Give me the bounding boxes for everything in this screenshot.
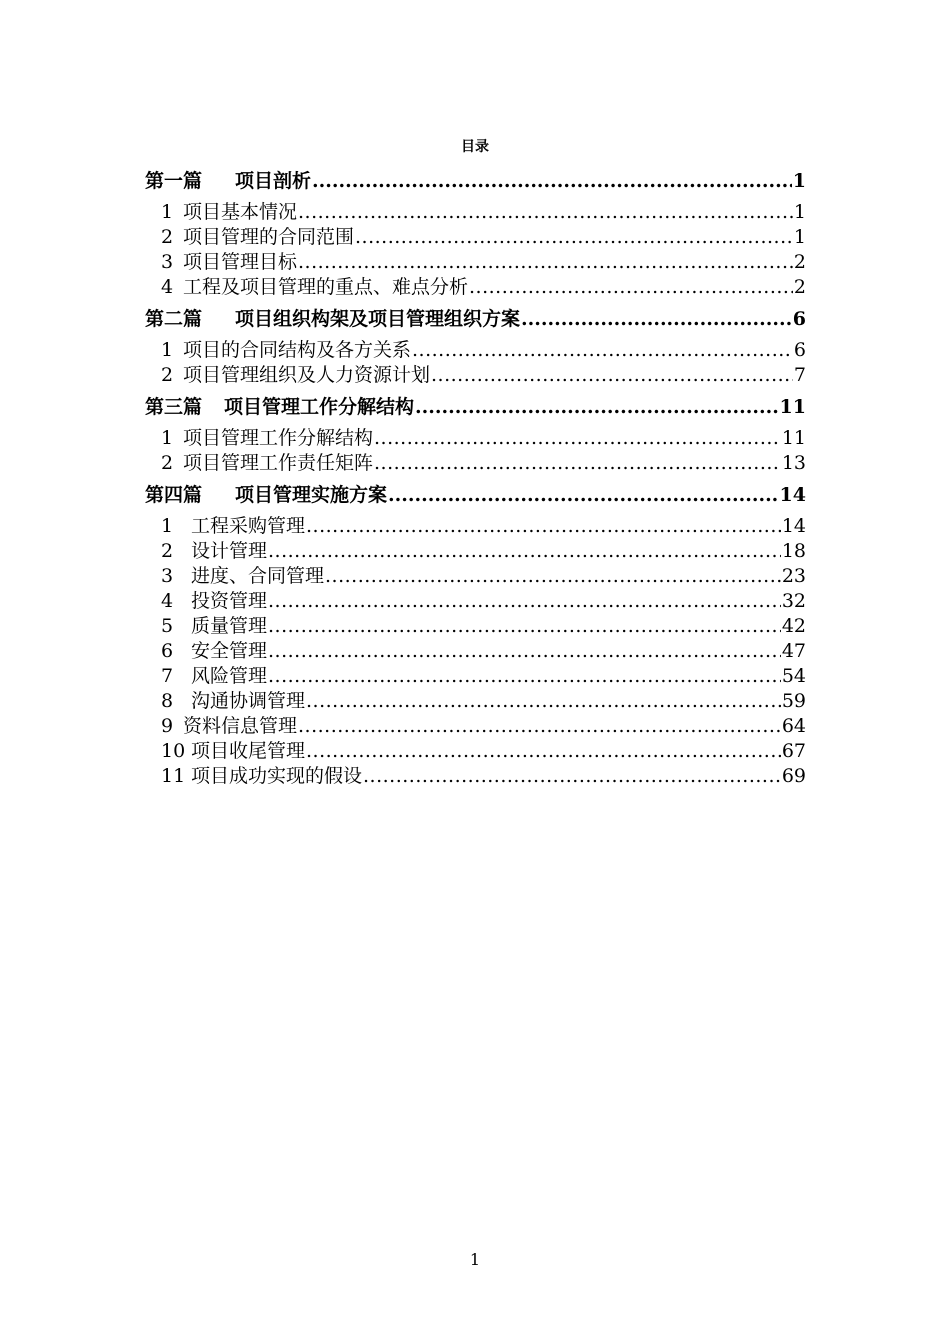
chapter-label: 第一篇 <box>145 170 203 192</box>
toc-section[interactable] <box>145 664 806 689</box>
section-page-number: 1 <box>793 201 806 223</box>
dot-leader <box>306 689 781 714</box>
toc-section[interactable] <box>145 614 806 639</box>
dot-leader <box>431 363 793 388</box>
chapter-label: 第四篇 <box>145 484 203 506</box>
chapter-label: 第三篇 <box>145 396 203 418</box>
toc-section[interactable] <box>145 426 806 451</box>
toc-title: 目录 <box>461 139 489 155</box>
section-number: 4 <box>161 276 174 298</box>
chapter-page-number: 11 <box>779 396 806 418</box>
chapter-title: 项目管理实施方案 <box>235 484 388 506</box>
section-number: 2 <box>161 364 174 386</box>
section-title: 项目管理工作分解结构 <box>183 427 374 449</box>
toc-section[interactable] <box>145 639 806 664</box>
section-number: 10 <box>161 740 186 762</box>
dot-leader <box>521 304 792 334</box>
section-page-number: 47 <box>781 640 806 662</box>
chapter-label: 第二篇 <box>145 308 203 330</box>
section-number: 4 <box>161 590 174 612</box>
dot-leader <box>355 225 793 250</box>
toc-section[interactable] <box>145 539 806 564</box>
section-title: 投资管理 <box>191 590 268 612</box>
chapter-page-number: 6 <box>792 308 806 330</box>
section-number: 5 <box>161 615 174 637</box>
dot-leader <box>298 200 793 225</box>
chapter-title: 项目组织构架及项目管理组织方案 <box>235 308 521 330</box>
section-page-number: 23 <box>781 565 806 587</box>
section-title: 沟通协调管理 <box>191 690 306 712</box>
section-title: 工程及项目管理的重点、难点分析 <box>183 276 469 298</box>
toc-section[interactable] <box>145 451 806 476</box>
toc-section[interactable] <box>145 275 806 300</box>
section-title: 项目基本情况 <box>183 201 298 223</box>
section-number: 6 <box>161 640 174 662</box>
section-number: 2 <box>161 452 174 474</box>
toc-section[interactable] <box>145 764 806 789</box>
toc-section[interactable] <box>145 589 806 614</box>
section-page-number: 54 <box>781 665 806 687</box>
toc-chapter-3[interactable] <box>145 392 806 422</box>
section-title: 项目管理工作责任矩阵 <box>183 452 374 474</box>
section-number: 1 <box>161 201 174 223</box>
toc-section[interactable] <box>145 225 806 250</box>
dot-leader <box>374 426 781 451</box>
section-title: 项目管理组织及人力资源计划 <box>183 364 431 386</box>
section-page-number: 11 <box>781 427 806 449</box>
section-page-number: 67 <box>781 740 806 762</box>
toc-section[interactable] <box>145 564 806 589</box>
section-number: 2 <box>161 226 174 248</box>
section-number: 2 <box>161 540 174 562</box>
dot-leader <box>298 250 793 275</box>
dot-leader <box>415 392 779 422</box>
dot-leader <box>268 589 781 614</box>
section-title: 资料信息管理 <box>183 715 298 737</box>
section-number: 7 <box>161 665 174 687</box>
dot-leader <box>298 714 781 739</box>
dot-leader <box>268 664 781 689</box>
dot-leader <box>374 451 781 476</box>
section-page-number: 2 <box>793 251 806 273</box>
toc-section[interactable] <box>145 363 806 388</box>
section-title: 项目管理的合同范围 <box>183 226 355 248</box>
section-title: 风险管理 <box>191 665 268 687</box>
dot-leader <box>325 564 781 589</box>
section-number: 11 <box>161 765 186 787</box>
section-title: 安全管理 <box>191 640 268 662</box>
chapter-page-number: 1 <box>792 170 806 192</box>
section-page-number: 59 <box>781 690 806 712</box>
dot-leader <box>306 739 781 764</box>
section-number: 3 <box>161 251 174 273</box>
toc-section[interactable] <box>145 689 806 714</box>
dot-leader <box>388 480 779 510</box>
section-title: 项目管理目标 <box>183 251 298 273</box>
section-number: 8 <box>161 690 174 712</box>
chapter-title: 项目管理工作分解结构 <box>224 396 415 418</box>
toc-section[interactable] <box>145 514 806 539</box>
dot-leader <box>363 764 781 789</box>
section-page-number: 13 <box>781 452 806 474</box>
dot-leader <box>268 614 781 639</box>
chapter-title: 项目剖析 <box>235 170 312 192</box>
chapter-page-number: 14 <box>779 484 806 506</box>
toc-section[interactable] <box>145 250 806 275</box>
toc-chapter-2[interactable] <box>145 304 806 334</box>
section-page-number: 32 <box>781 590 806 612</box>
section-title: 工程采购管理 <box>191 515 306 537</box>
dot-leader <box>312 166 792 196</box>
section-page-number: 1 <box>793 226 806 248</box>
page-number: 1 <box>469 1250 481 1269</box>
dot-leader <box>469 275 793 300</box>
toc-section[interactable] <box>145 338 806 363</box>
toc-section[interactable] <box>145 714 806 739</box>
dot-leader <box>412 338 793 363</box>
section-number: 1 <box>161 427 174 449</box>
table-of-contents <box>145 166 806 789</box>
section-number: 9 <box>161 715 174 737</box>
section-number: 1 <box>161 515 174 537</box>
section-title: 项目的合同结构及各方关系 <box>183 339 412 361</box>
section-title: 设计管理 <box>191 540 268 562</box>
section-title: 项目成功实现的假设 <box>191 765 363 787</box>
section-page-number: 2 <box>793 276 806 298</box>
dot-leader <box>268 639 781 664</box>
toc-chapter-4[interactable] <box>145 480 806 510</box>
section-page-number: 14 <box>781 515 806 537</box>
toc-section[interactable] <box>145 200 806 225</box>
section-number: 1 <box>161 339 174 361</box>
toc-section[interactable] <box>145 739 806 764</box>
dot-leader <box>306 514 781 539</box>
section-title: 项目收尾管理 <box>191 740 306 762</box>
section-number: 3 <box>161 565 174 587</box>
section-title: 进度、合同管理 <box>191 565 325 587</box>
section-page-number: 18 <box>781 540 806 562</box>
section-page-number: 69 <box>781 765 806 787</box>
section-page-number: 7 <box>793 364 806 386</box>
dot-leader <box>268 539 781 564</box>
section-page-number: 64 <box>781 715 806 737</box>
section-title: 质量管理 <box>191 615 268 637</box>
section-page-number: 42 <box>781 615 806 637</box>
section-page-number: 6 <box>793 339 806 361</box>
toc-chapter-1[interactable] <box>145 166 806 196</box>
